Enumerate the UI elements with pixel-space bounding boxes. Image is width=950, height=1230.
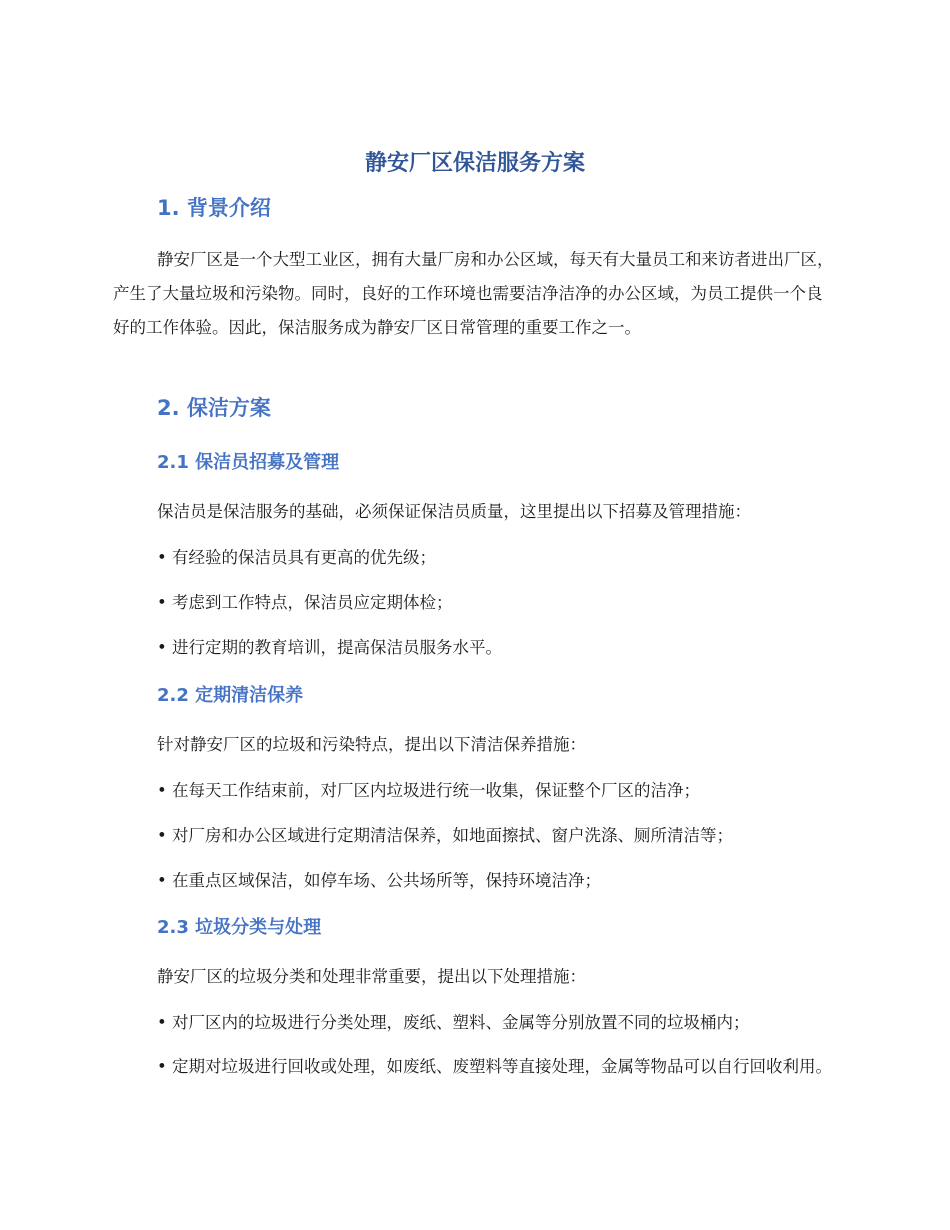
list-item: • 进行定期的教育培训，提高保洁员服务水平。 xyxy=(157,638,502,657)
list-item: • 对厂房和办公区域进行定期清洁保养，如地面擦拭、窗户洗涤、厕所清洁等； xyxy=(157,826,733,845)
waste-sorting-intro: 静安厂区的垃圾分类和处理非常重要，提出以下处理措施： xyxy=(157,967,586,986)
section-heading-cleaning-plan: 2. 保洁方案 xyxy=(157,396,271,420)
list-item: • 定期对垃圾进行回收或处理，如废纸、废塑料等直接处理，金属等物品可以自行回收利用。 xyxy=(157,1057,832,1076)
list-item: • 对厂区内的垃圾进行分类处理，废纸、塑料、金属等分别放置不同的垃圾桶内； xyxy=(157,1013,750,1032)
list-item: • 考虑到工作特点，保洁员应定期体检； xyxy=(157,593,453,612)
list-item: • 在每天工作结束前，对厂区内垃圾进行统一收集，保证整个厂区的洁净； xyxy=(157,781,700,800)
subsection-heading-waste-sorting: 2.3 垃圾分类与处理 xyxy=(157,917,322,938)
document-title: 静安厂区保洁服务方案 xyxy=(364,151,585,176)
section-heading-background: 1. 背景介绍 xyxy=(157,196,271,220)
subsection-heading-recruitment: 2.1 保洁员招募及管理 xyxy=(157,452,340,473)
list-item: • 在重点区域保洁，如停车场、公共场所等，保持环境洁净； xyxy=(157,871,601,890)
recruitment-intro: 保洁员是保洁服务的基础，必须保证保洁员质量，这里提出以下招募及管理措施： xyxy=(157,502,751,521)
maintenance-intro: 针对静安厂区的垃圾和污染特点，提出以下清洁保养措施： xyxy=(157,735,586,754)
background-paragraph: 静安厂区是一个大型工业区，拥有大量厂房和办公区域，每天有大量员工和来访者进出厂区，产生了大量垃圾和污染物。同时，良好的工作环境也需要洁净洁净的办公区域，为员工提供一个良好的工作体验。因此，保洁服务成为静安厂区日常管理的重要工作之一。 xyxy=(113,250,834,337)
subsection-heading-maintenance: 2.2 定期清洁保养 xyxy=(157,685,304,706)
list-item: • 有经验的保洁员具有更高的优先级； xyxy=(157,548,436,567)
